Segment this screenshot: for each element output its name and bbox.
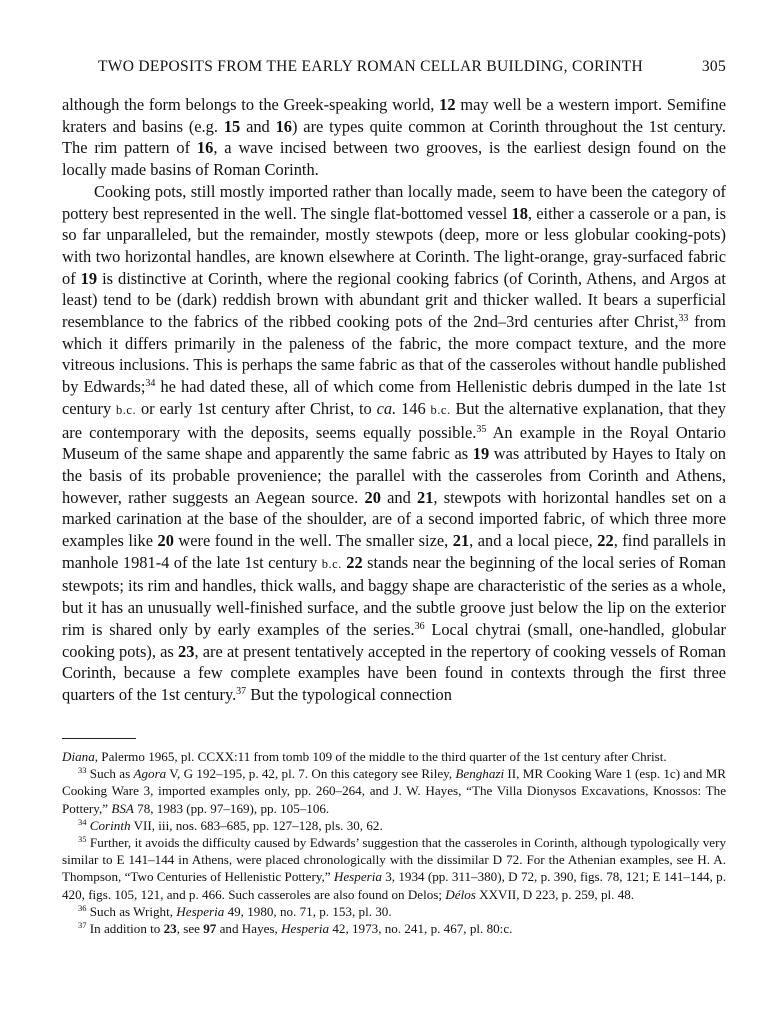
text-run: was attributed by Hayes to Italy on the basis of its probable provenience; the parallel with the casseroles from Corinth and Athens, however, rather suggests an Aegean source.: [62, 444, 726, 507]
footnote-marker: 37: [78, 920, 87, 931]
text-run: he had dated these, all of which come from Hellenistic debris dumped in the late 1st century: [62, 377, 726, 418]
catalogue-number: 19: [472, 444, 490, 464]
italic-text: Diana: [62, 749, 95, 764]
text-run: Such as: [86, 766, 134, 782]
footnote-marker: 34: [78, 816, 87, 827]
italic-text: Délos: [445, 886, 476, 902]
paragraph-1: [62, 94, 726, 181]
paragraph-2: [62, 181, 726, 706]
footnote-34: [62, 817, 726, 834]
text-run: is distinctive at Corinth, where the regional cooking fabrics (of Corinth, Athens, and Argos at least) tend to be (dark) reddish brown with abundant grit and thicker walled. It bears a superficial resemblance to the fabrics of the ribbed cooking pots of the 2nd–3rd centuries after Christ,: [62, 268, 726, 332]
italic-text: Hesperia: [281, 921, 330, 937]
text-run: were found in the well. The smaller size,: [173, 531, 453, 551]
text-run: In addition to: [86, 921, 164, 937]
catalogue-number: 20: [157, 531, 174, 551]
text-run: Cooking pots, still mostly imported rather than locally made, seem to have been the category of pottery best represented in the well. The single flat-bottomed vessel: [62, 181, 726, 223]
catalogue-number: 15: [223, 116, 241, 136]
running-title: TWO DEPOSITS FROM THE EARLY ROMAN CELLAR BUILDING, CORINTH: [98, 58, 643, 75]
footnote-33: [62, 765, 726, 817]
text-run: II, MR Cooking Ware 1 (esp. 1c) and MR Cooking Ware 3, imported examples only, pp. 260–264, and J. W. Hayes, “The Villa Dionysos Excavations, Knossos: The Pottery,”: [62, 766, 726, 816]
page-number: 305: [701, 58, 726, 75]
text-run: 78, 1983 (pp. 97–169), pp. 105–106.: [133, 800, 330, 816]
catalogue-number: 12: [439, 95, 456, 114]
text-run: or early 1st century after Christ, to: [136, 398, 377, 418]
footnote-35: [62, 834, 726, 903]
footnote-ref[interactable]: 37: [236, 685, 247, 697]
text-run: 3, 1934 (pp. 311–380), D 72, p. 390, figs. 78, 121; E 141–144, p. 420, figs. 105, 121, and p. 466. Such casseroles are also found on Delos;: [62, 869, 726, 902]
footnote-marker: 33: [78, 765, 87, 776]
text-run: XXVII, D 223, p. 259, pl. 48.: [475, 886, 635, 902]
text-run: and: [240, 116, 276, 136]
text-run: But the typological connection: [246, 684, 452, 704]
text-run: , stewpots with horizontal handles set on a marked carination at the base of the shoulder, are of a second imported fabric, of which three more examples like: [62, 487, 726, 551]
italic-text: Hesperia: [333, 869, 382, 885]
text-run: , Palermo 1965, pl. CCXX:11 from tomb 109 of the middle to the third quarter of the 1st century after Christ.: [94, 749, 667, 764]
catalogue-number: 22: [346, 552, 363, 572]
text-run: , see: [176, 921, 204, 937]
catalogue-number: 22: [597, 531, 614, 551]
footnote-36: [62, 903, 726, 920]
catalogue-number: 19: [80, 268, 98, 288]
footnote-ref[interactable]: 36: [414, 620, 425, 632]
text-run: V, G 192–195, p. 42, pl. 7. On this category see Riley,: [166, 766, 456, 782]
small-caps-text: b.c.: [321, 556, 342, 571]
catalogue-number: 23: [178, 641, 195, 661]
text-run: , and a local piece,: [469, 531, 598, 551]
text-run: VII, iii, nos. 683–685, pp. 127–128, pls. 30, 62.: [130, 817, 383, 833]
text-run: An example in the Royal Ontario Museum of the same shape and apparently the same fabric as: [62, 422, 726, 464]
footnote-37: [62, 920, 726, 937]
italic-text: ca.: [376, 398, 397, 418]
text-run: , a wave incised between two grooves, is the earliest design found on the locally made basins of Roman Corinth.: [62, 138, 727, 180]
text-run: although the form belongs to the Greek-speaking world,: [62, 95, 440, 114]
italic-text: Agora: [133, 766, 167, 782]
text-run: and Hayes,: [216, 921, 282, 937]
footnote-marker: 36: [78, 902, 87, 913]
catalogue-number: 23: [163, 921, 177, 937]
catalogue-number: 16: [196, 138, 214, 158]
footnote-carryover: [62, 748, 726, 765]
text-run: from which it differs primarily in the paleness of the fabric, the more compact texture, and the more vitreous inclusions. This is perhaps the same fabric as that of the casseroles without handle published by Edwards;: [62, 312, 726, 397]
italic-text: Hesperia: [176, 903, 225, 919]
italic-text: Corinth: [89, 817, 131, 833]
text-run: Such as Wright,: [86, 903, 177, 919]
italic-text: Benghazi: [455, 766, 505, 782]
text-run: ) are types quite common at Corinth throughout the 1st century. The rim pattern of: [62, 116, 726, 158]
text-run: 49, 1980, no. 71, p. 153, pl. 30.: [224, 903, 392, 919]
footnote-divider: [62, 738, 136, 739]
text-run: Local chytrai (small, one-handled, globular cooking pots), as: [62, 619, 726, 661]
catalogue-number: 16: [275, 116, 292, 136]
catalogue-number: 21: [417, 487, 434, 507]
footnote-ref[interactable]: 35: [476, 423, 487, 435]
text-run: and: [380, 487, 418, 507]
text-run: , find parallels in manhole 1981-4 of the late 1st century: [62, 531, 727, 572]
catalogue-number: 18: [511, 203, 528, 223]
footnote-marker: 35: [78, 834, 87, 845]
italic-text: BSA: [111, 800, 134, 816]
text-run: , are at present tentatively accepted in the repertory of cooking vessels of Roman Corinth, because a few complete examples have been found in contexts through the first three quarters of the 1st century.: [62, 641, 726, 704]
catalogue-number: 20: [364, 487, 381, 507]
text-run: Further, it avoids the difficulty caused by Edwards’ suggestion that the casseroles in Corinth, although typologically very similar to E 141–144 in Athens, were placed chronologically with the dissimilar D 72. For the Athenian examples, see H. A. Thompson, “Two Centuries of Hellenistic Pottery,”: [62, 835, 726, 885]
text-run: 42, 1973, no. 241, p. 467, pl. 80:c.: [329, 921, 513, 937]
footnote-ref[interactable]: 33: [678, 313, 689, 325]
text-run: stands near the beginning of the local series of Roman stewpots; its rim and handles, thick walls, and baggy shape are characteristic of the series as a whole, but it has an unusually well-finished surface, and the subtle groove just below the lip on the exterior rim is shared only by early examples of the series.: [62, 552, 726, 639]
small-caps-text: b.c.: [430, 402, 451, 417]
catalogue-number: 21: [452, 531, 470, 551]
small-caps-text: b.c.: [116, 402, 137, 417]
catalogue-number: 97: [203, 921, 217, 937]
main-text: [62, 94, 726, 706]
text-run: , either a casserole or a pan, is so far unparalleled, but the remainder, mostly stewpots (deep, more or less globular cooking-pots) with two horizontal handles, are known elsewhere at Corinth. The light-orange, gray-surfaced fabric of: [62, 203, 726, 288]
text-run: may well be a western import. Semifine kraters and basins (e.g.: [62, 95, 726, 136]
text-run: But the alternative explanation, that they are contemporary with the deposits, seems equally possible.: [62, 398, 726, 442]
footnotes: [62, 748, 726, 937]
text-run: 146: [396, 398, 431, 418]
footnote-ref[interactable]: 34: [145, 378, 156, 390]
